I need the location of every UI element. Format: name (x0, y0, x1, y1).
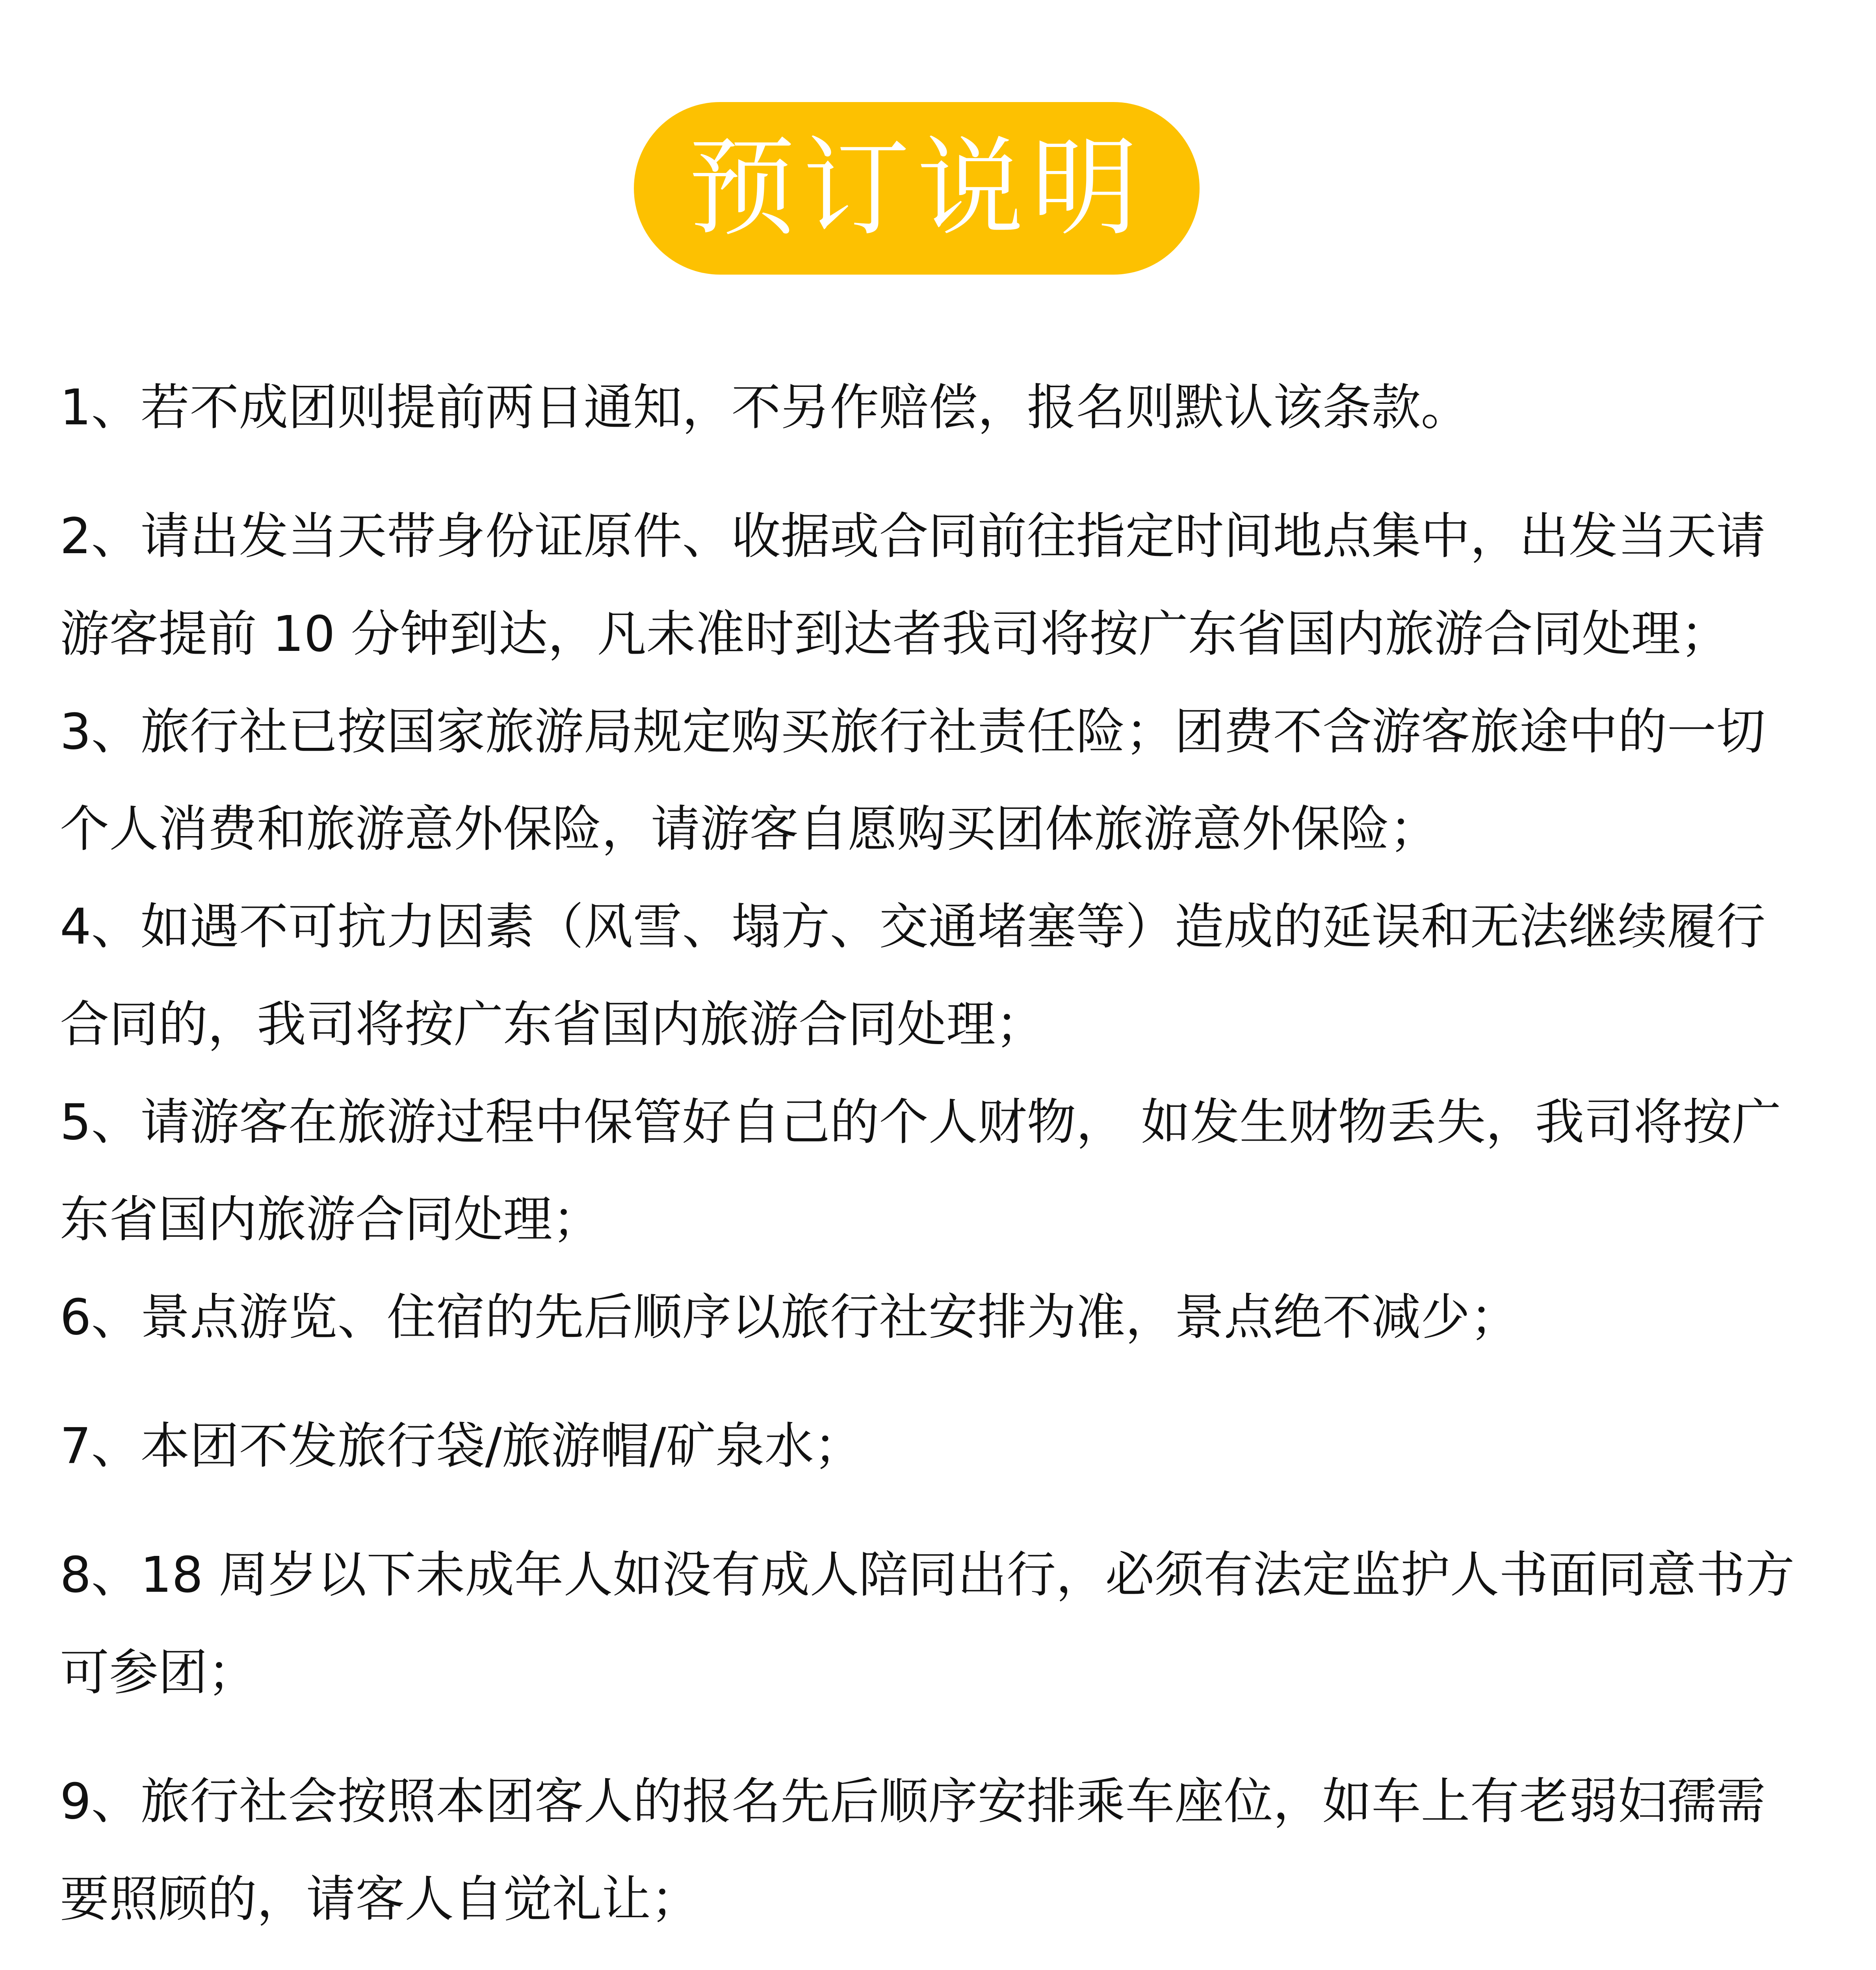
page-title: 预订说明 (688, 126, 1145, 251)
note-line: 要照顾的，请客人自觉礼让； (60, 1871, 700, 1928)
note-line: 4、如遇不可抗力因素（风雪、塌方、交通堵塞等）造成的延误和无法继续履行 (60, 898, 1766, 955)
note-line: 7、本团不发旅行袋/旅游帽/矿泉水； (60, 1418, 863, 1475)
note-line: 个人消费和旅游意外保险，请游客自愿购买团体旅游意外保险； (60, 801, 1439, 858)
note-line: 合同的，我司将按广东省国内旅游合同处理； (60, 996, 1045, 1053)
note-line: 8、18 周岁以下未成年人如没有成人陪同出行，必须有法定监护人书面同意书方 (60, 1546, 1795, 1604)
note-line: 9、旅行社会按照本团客人的报名先后顺序安排乘车座位，如车上有老弱妇孺需 (60, 1773, 1766, 1830)
note-line: 5、请游客在旅游过程中保管好自己的个人财物， 如发生财物丢失，我司将按广 (60, 1094, 1781, 1151)
note-line: 东省国内旅游合同处理； (60, 1191, 602, 1248)
note-line: 游客提前 10 分钟到达，凡未准时到达者我司将按广东省国内旅游合同处理； (60, 606, 1730, 663)
note-line: 6、景点游览、住宿的先后顺序以旅行社安排为准，景点绝不减少； (60, 1289, 1519, 1346)
title-badge (634, 102, 1200, 275)
note-line: 2、请出发当天带身份证原件、收据或合同前往指定时间地点集中，出发当天请 (60, 508, 1766, 565)
note-line: 3、旅行社已按国家旅游局规定购买旅行社责任险；团费不含游客旅途中的一切 (60, 703, 1766, 760)
note-line: 1、若不成团则提前两日通知，不另作赔偿，报名则默认该条款。 (60, 379, 1470, 436)
note-line: 可参团； (60, 1644, 257, 1701)
